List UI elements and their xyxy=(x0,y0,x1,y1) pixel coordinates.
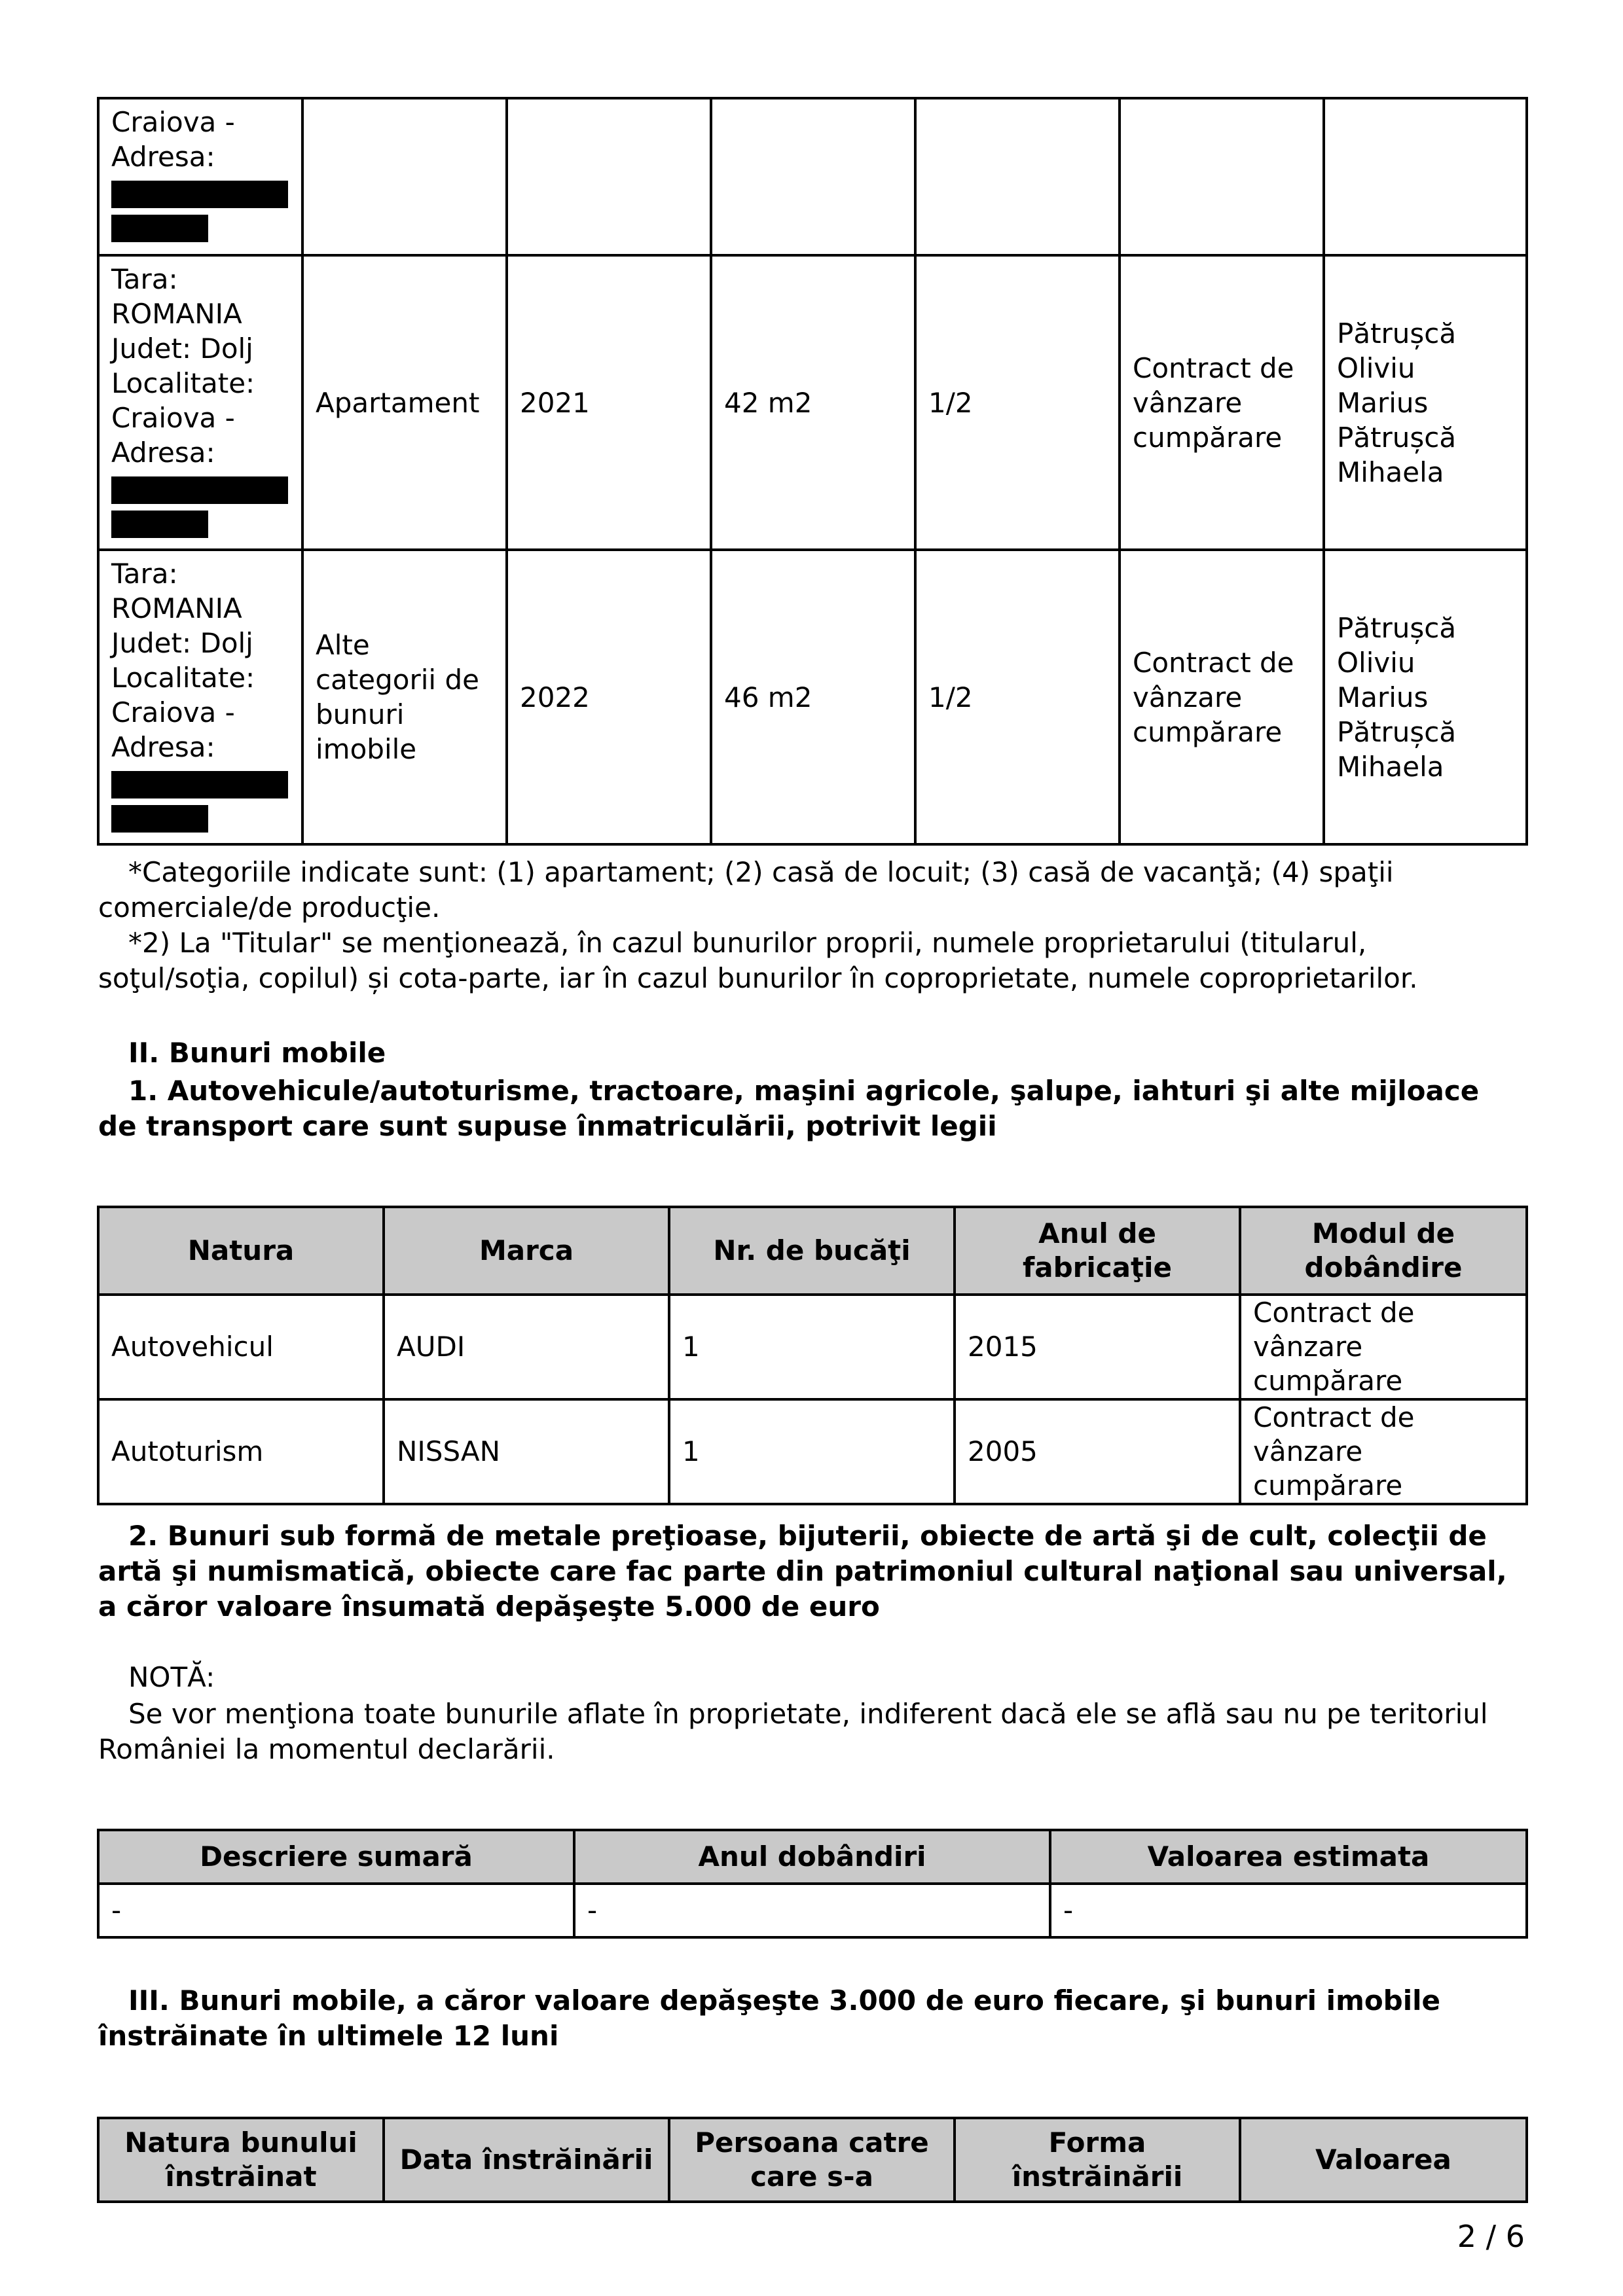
redaction-bar xyxy=(111,181,288,208)
category-cell: Apartament xyxy=(302,255,507,550)
address-line: Craiova - xyxy=(111,402,235,434)
year-cell: 2022 xyxy=(507,550,711,844)
table-row xyxy=(98,1399,1527,1504)
address-line: Adresa: xyxy=(111,141,215,173)
address-line: Judet: Dolj xyxy=(111,332,253,365)
table-cell: 1 xyxy=(669,1399,955,1504)
immovable-property-table xyxy=(97,97,1528,846)
address-line: Craiova - xyxy=(111,696,235,728)
table-cell: 1 xyxy=(669,1295,955,1399)
holder-cell: Pătrușcă Oliviu Marius Pătrușcă Mihaela xyxy=(1324,550,1527,844)
column-header: Natura bunului înstrăinat xyxy=(98,2118,384,2202)
table-cell: Autovehicul xyxy=(98,1295,384,1399)
column-header: Persoana catre care s-a xyxy=(669,2118,955,2202)
column-header: Valoarea estimata xyxy=(1050,1830,1527,1884)
table-header-row xyxy=(98,1830,1527,1884)
category-cell xyxy=(302,98,507,255)
share-cell xyxy=(915,98,1120,255)
redaction-bar xyxy=(111,476,288,504)
table-header-row xyxy=(98,1207,1527,1295)
area-cell: 46 m2 xyxy=(711,550,915,844)
area-cell xyxy=(711,98,915,255)
table-cell: 2005 xyxy=(955,1399,1240,1504)
mode-cell: Contract de vânzare cumpărare xyxy=(1120,255,1324,550)
share-cell: 1/2 xyxy=(915,550,1120,844)
redaction-bar xyxy=(111,771,288,798)
nota-text: Se vor menţiona toate bunurile aflate în proprietate, indiferent dacă ele se află sau nu pe teritoriul României la momentul declarării. xyxy=(98,1698,1488,1765)
address-cell xyxy=(98,255,302,550)
category-note: *Categoriile indicate sunt: (1) apartament; (2) casă de locuit; (3) casă de vacanţă; (4) spaţii comerciale/de producţie. xyxy=(98,856,1394,924)
section-title: II. Bunuri mobile xyxy=(128,1037,386,1069)
address-cell xyxy=(98,550,302,844)
mode-cell: Contract de vânzare cumpărare xyxy=(1120,550,1324,844)
address-line: Judet: Dolj xyxy=(111,627,253,659)
alienated-goods-table xyxy=(97,2117,1528,2203)
vehicles-table xyxy=(97,1206,1528,1505)
holder-cell xyxy=(1324,98,1527,255)
address-line: ROMANIA xyxy=(111,298,242,330)
column-header: Modul de dobândire xyxy=(1240,1207,1527,1295)
table-row xyxy=(98,1884,1527,1937)
section-title: III. Bunuri mobile, a căror valoare depăşeşte 3.000 de euro fiecare, şi bunuri imobile înstrăinate în ultimele 12 luni xyxy=(98,1984,1441,2052)
address-line: Tara: xyxy=(111,558,178,590)
table-cell: Contract de vânzare cumpărare xyxy=(1240,1295,1527,1399)
address-line: Localitate: xyxy=(111,662,255,694)
address-line: Localitate: xyxy=(111,367,255,399)
subsection-title: 1. Autovehicule/autoturisme, tractoare, maşini agricole, şalupe, iahturi şi alte mijloace de transport care sunt supuse înmatriculării, potrivit legii xyxy=(98,1075,1480,1142)
column-header: Forma înstrăinării xyxy=(955,2118,1240,2202)
table-row xyxy=(98,98,1527,255)
table-cell: Autoturism xyxy=(98,1399,384,1504)
redaction-bar xyxy=(111,215,208,242)
table-cell: AUDI xyxy=(384,1295,669,1399)
column-header: Marca xyxy=(384,1207,669,1295)
column-header: Valoarea xyxy=(1240,2118,1527,2202)
subsection-title: 2. Bunuri sub formă de metale preţioase, bijuterii, obiecte de artă şi de cult, colecţii de artă şi numismatică, obiecte care fac parte din patrimoniul cultural naţional sau universal, a căror valoare însumată depăşeşte 5.000 de euro xyxy=(98,1520,1507,1623)
column-header: Anul dobândiri xyxy=(574,1830,1050,1884)
address-line: Adresa: xyxy=(111,437,215,469)
redaction-bar xyxy=(111,511,208,538)
table-header-row xyxy=(98,2118,1527,2202)
table-cell: 2015 xyxy=(955,1295,1240,1399)
table-row xyxy=(98,255,1527,550)
holder-note: *2) La "Titular" se menţionează, în cazul bunurilor proprii, numele proprietarului (titularul, soţul/soţia, copilul) și cota-parte, iar în cazul bunurilor în coproprietate, numele coproprietarilor. xyxy=(98,927,1418,994)
column-header: Descriere sumară xyxy=(98,1830,574,1884)
year-cell: 2021 xyxy=(507,255,711,550)
share-cell: 1/2 xyxy=(915,255,1120,550)
column-header: Data înstrăinării xyxy=(384,2118,669,2202)
valuables-table xyxy=(97,1829,1528,1939)
table-cell: - xyxy=(1050,1884,1527,1937)
column-header: Anul de fabricaţie xyxy=(955,1207,1240,1295)
table-cell: - xyxy=(574,1884,1050,1937)
address-line: Craiova - xyxy=(111,106,235,138)
holder-cell: Pătrușcă Oliviu Marius Pătrușcă Mihaela xyxy=(1324,255,1527,550)
table-cell: NISSAN xyxy=(384,1399,669,1504)
mode-cell xyxy=(1120,98,1324,255)
nota-label: NOTĂ: xyxy=(128,1661,215,1693)
column-header: Nr. de bucăţi xyxy=(669,1207,955,1295)
table-row xyxy=(98,550,1527,844)
table-row xyxy=(98,1295,1527,1399)
address-line: Adresa: xyxy=(111,731,215,763)
address-line: ROMANIA xyxy=(111,592,242,624)
area-cell: 42 m2 xyxy=(711,255,915,550)
table-cell: Contract de vânzare cumpărare xyxy=(1240,1399,1527,1504)
category-cell: Alte categorii de bunuri imobile xyxy=(302,550,507,844)
address-line: Tara: xyxy=(111,263,178,295)
address-cell xyxy=(98,98,302,255)
column-header: Natura xyxy=(98,1207,384,1295)
page-number: 2 / 6 xyxy=(1457,2219,1525,2254)
table-cell: - xyxy=(98,1884,574,1937)
redaction-bar xyxy=(111,805,208,833)
year-cell xyxy=(507,98,711,255)
